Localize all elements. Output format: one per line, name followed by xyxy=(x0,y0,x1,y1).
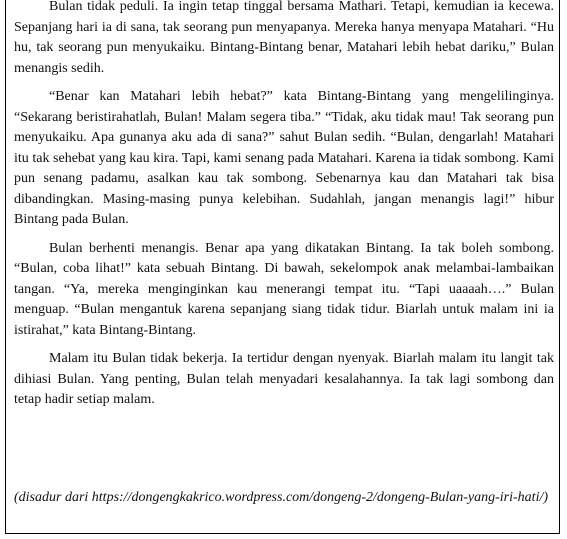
text-box-frame xyxy=(5,0,560,534)
source-citation: (disadur dari https://dongengkakrico.wordpress.com/dongeng-2/dongeng-Bulan-yang-iri-hati/) xyxy=(14,490,549,505)
paragraph-1: Bulan tidak peduli. Ia ingin tetap tinggal bersama Mathari. Tetapi, kemudian ia kecewa. Sepanjang hari ia di sana, tak seorang pun menyapanya. Mereka hanya menyapa Matahari. “Hu hu, tak seorang pun menyukaiku. Bintang-Bintang benar, Matahari lebih hebat dariku,” Bulan menangis sedih. xyxy=(14,0,554,76)
paragraph-2: “Benar kan Matahari lebih hebat?” kata Bintang-Bintang yang mengelilinginya. “Sekarang beristirahatlah, Bulan! Malam segera tiba.” “Tidak, aku tidak mau! Tak seorang pun menyukaiku. Apa gunanya aku ada di sana?” sahut Bulan sedih. “Bulan, dengarlah! Matahari itu tak sehebat yang kau kira. Tapi, kami senang pada Matahari. Karena ia tidak sombong. Kami pun senang padamu, asalkan kau tak sombong. Sebenarnya kau dan Matahari tak bisa dibandingkan. Masing-masing punya kelebihan. Sudahlah, jangan menangis lagi!” hibur Bintang pada Bulan. xyxy=(14,89,554,227)
story-body xyxy=(14,0,554,411)
paragraph-3: Bulan berhenti menangis. Benar apa yang dikatakan Bintang. Ia tak boleh sombong. “Bulan, coba lihat!” kata sebuah Bintang. Di bawah, sekelompok anak melambai-lambaikan tangan. “Ya, mereka menginginkan kau menerangi tempat itu. “Tapi uaaaah….” Bulan menguap. “Bulan mengantuk karena sepanjang siang tidak tidur. Biarlah untuk malam ini ia istirahat,” kata Bintang-Bintang. xyxy=(14,240,554,338)
paragraph-4: Malam itu Bulan tidak bekerja. Ia tertidur dengan nyenyak. Biarlah malam itu langit tak dihiasi Bulan. Yang penting, Bulan telah menyadari kesalahannya. Ia tak lagi sombong dan tetap hadir setiap malam. xyxy=(14,351,554,407)
